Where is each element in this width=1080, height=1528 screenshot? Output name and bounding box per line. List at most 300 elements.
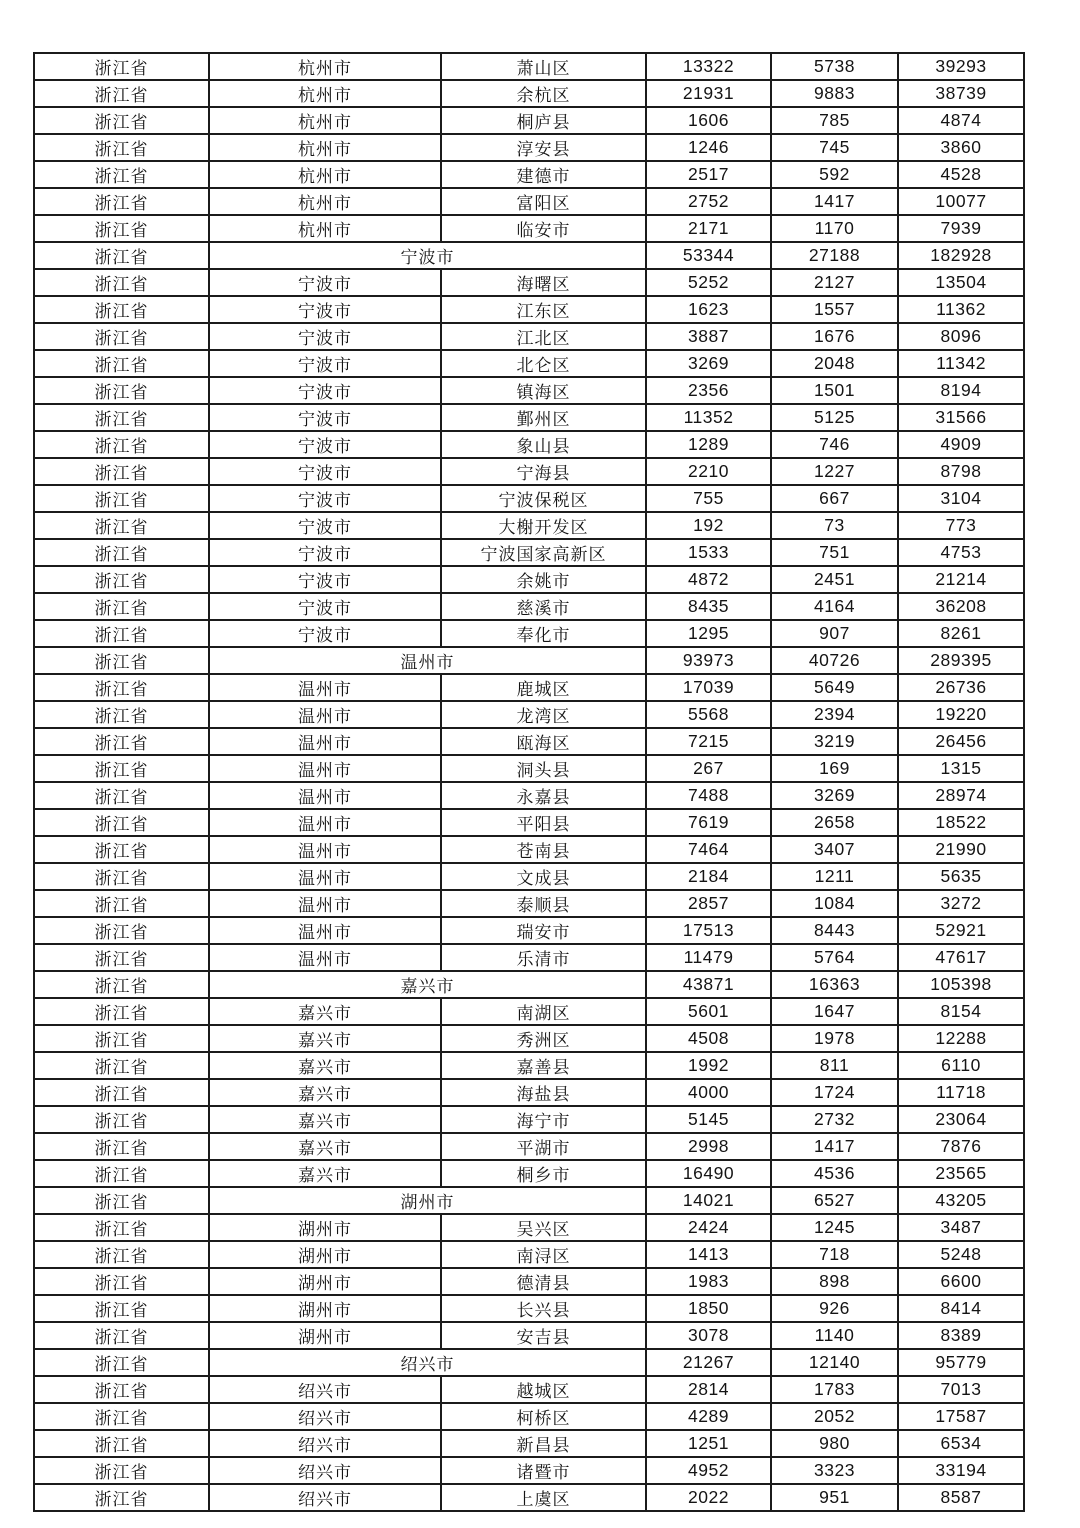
value-cell: 2658 (771, 809, 898, 836)
district-cell: 海盐县 (441, 1079, 646, 1106)
district-cell: 嘉善县 (441, 1052, 646, 1079)
table-row (34, 1268, 1024, 1295)
value-cell: 3269 (771, 782, 898, 809)
value-cell: 21990 (898, 836, 1024, 863)
value-cell: 1245 (771, 1214, 898, 1241)
value-cell: 38739 (898, 80, 1024, 107)
table-row (34, 539, 1024, 566)
value-cell: 1084 (771, 890, 898, 917)
city-cell: 温州市 (209, 755, 441, 782)
province-cell: 浙江省 (34, 404, 209, 431)
city-cell: 湖州市 (209, 1295, 441, 1322)
city-cell: 杭州市 (209, 53, 441, 80)
city-cell: 温州市 (209, 809, 441, 836)
value-cell: 1417 (771, 188, 898, 215)
table-row (34, 917, 1024, 944)
value-cell: 1783 (771, 1376, 898, 1403)
value-cell: 1295 (646, 620, 771, 647)
value-cell: 267 (646, 755, 771, 782)
city-total-cell: 宁波市 (209, 242, 646, 269)
value-cell: 2210 (646, 458, 771, 485)
city-cell: 宁波市 (209, 458, 441, 485)
value-cell: 11352 (646, 404, 771, 431)
province-cell: 浙江省 (34, 1133, 209, 1160)
table-row (34, 404, 1024, 431)
city-total-cell: 绍兴市 (209, 1349, 646, 1376)
district-cell: 平阳县 (441, 809, 646, 836)
city-cell: 绍兴市 (209, 1403, 441, 1430)
city-total-row (34, 1349, 1024, 1376)
province-cell: 浙江省 (34, 890, 209, 917)
city-cell: 温州市 (209, 890, 441, 917)
district-cell: 瑞安市 (441, 917, 646, 944)
value-cell: 23565 (898, 1160, 1024, 1187)
table-row (34, 1376, 1024, 1403)
city-cell: 湖州市 (209, 1241, 441, 1268)
city-total-row (34, 647, 1024, 674)
value-cell: 7939 (898, 215, 1024, 242)
table-row (34, 701, 1024, 728)
city-cell: 温州市 (209, 674, 441, 701)
value-cell: 7013 (898, 1376, 1024, 1403)
value-cell: 8414 (898, 1295, 1024, 1322)
province-cell: 浙江省 (34, 1349, 209, 1376)
city-cell: 绍兴市 (209, 1457, 441, 1484)
city-cell: 绍兴市 (209, 1376, 441, 1403)
province-cell: 浙江省 (34, 53, 209, 80)
district-cell: 柯桥区 (441, 1403, 646, 1430)
value-cell: 27188 (771, 242, 898, 269)
city-cell: 杭州市 (209, 107, 441, 134)
district-cell: 慈溪市 (441, 593, 646, 620)
district-cell: 镇海区 (441, 377, 646, 404)
value-cell: 8154 (898, 998, 1024, 1025)
city-cell: 宁波市 (209, 620, 441, 647)
value-cell: 1533 (646, 539, 771, 566)
district-cell: 宁海县 (441, 458, 646, 485)
value-cell: 6527 (771, 1187, 898, 1214)
table-row (34, 134, 1024, 161)
value-cell: 1647 (771, 998, 898, 1025)
value-cell: 40726 (771, 647, 898, 674)
value-cell: 17587 (898, 1403, 1024, 1430)
district-cell: 上虞区 (441, 1484, 646, 1511)
value-cell: 21931 (646, 80, 771, 107)
value-cell: 2171 (646, 215, 771, 242)
province-cell: 浙江省 (34, 485, 209, 512)
table-row (34, 377, 1024, 404)
value-cell: 1246 (646, 134, 771, 161)
value-cell: 4952 (646, 1457, 771, 1484)
city-cell: 宁波市 (209, 350, 441, 377)
city-cell: 宁波市 (209, 512, 441, 539)
province-cell: 浙江省 (34, 1376, 209, 1403)
value-cell: 4536 (771, 1160, 898, 1187)
province-cell: 浙江省 (34, 1187, 209, 1214)
value-cell: 7215 (646, 728, 771, 755)
value-cell: 5764 (771, 944, 898, 971)
district-cell: 安吉县 (441, 1322, 646, 1349)
value-cell: 773 (898, 512, 1024, 539)
city-cell: 嘉兴市 (209, 1079, 441, 1106)
value-cell: 8389 (898, 1322, 1024, 1349)
district-cell: 余杭区 (441, 80, 646, 107)
value-cell: 4289 (646, 1403, 771, 1430)
table-row (34, 1079, 1024, 1106)
value-cell: 3078 (646, 1322, 771, 1349)
value-cell: 592 (771, 161, 898, 188)
value-cell: 16363 (771, 971, 898, 998)
value-cell: 95779 (898, 1349, 1024, 1376)
value-cell: 2814 (646, 1376, 771, 1403)
value-cell: 1140 (771, 1322, 898, 1349)
province-cell: 浙江省 (34, 1025, 209, 1052)
value-cell: 33194 (898, 1457, 1024, 1484)
value-cell: 926 (771, 1295, 898, 1322)
city-cell: 嘉兴市 (209, 1160, 441, 1187)
province-cell: 浙江省 (34, 161, 209, 188)
city-cell: 温州市 (209, 944, 441, 971)
province-cell: 浙江省 (34, 674, 209, 701)
value-cell: 6110 (898, 1052, 1024, 1079)
district-cell: 瓯海区 (441, 728, 646, 755)
value-cell: 718 (771, 1241, 898, 1268)
city-cell: 杭州市 (209, 215, 441, 242)
district-cell: 奉化市 (441, 620, 646, 647)
city-cell: 宁波市 (209, 377, 441, 404)
table-row (34, 620, 1024, 647)
district-cell: 建德市 (441, 161, 646, 188)
table-row (34, 269, 1024, 296)
table-row (34, 1484, 1024, 1511)
district-cell: 泰顺县 (441, 890, 646, 917)
city-cell: 温州市 (209, 836, 441, 863)
value-cell: 7464 (646, 836, 771, 863)
value-cell: 53344 (646, 242, 771, 269)
value-cell: 5252 (646, 269, 771, 296)
province-cell: 浙江省 (34, 512, 209, 539)
city-cell: 宁波市 (209, 296, 441, 323)
value-cell: 2052 (771, 1403, 898, 1430)
value-cell: 12140 (771, 1349, 898, 1376)
province-cell: 浙江省 (34, 1484, 209, 1511)
value-cell: 1623 (646, 296, 771, 323)
value-cell: 12288 (898, 1025, 1024, 1052)
district-cell: 萧山区 (441, 53, 646, 80)
value-cell: 1170 (771, 215, 898, 242)
province-cell: 浙江省 (34, 782, 209, 809)
table-row (34, 998, 1024, 1025)
city-cell: 宁波市 (209, 269, 441, 296)
city-cell: 宁波市 (209, 566, 441, 593)
table-row (34, 890, 1024, 917)
value-cell: 43205 (898, 1187, 1024, 1214)
value-cell: 745 (771, 134, 898, 161)
table-row (34, 836, 1024, 863)
district-cell: 宁波保税区 (441, 485, 646, 512)
value-cell: 21267 (646, 1349, 771, 1376)
district-cell: 诸暨市 (441, 1457, 646, 1484)
district-cell: 江东区 (441, 296, 646, 323)
city-cell: 杭州市 (209, 80, 441, 107)
value-cell: 785 (771, 107, 898, 134)
province-cell: 浙江省 (34, 620, 209, 647)
city-cell: 宁波市 (209, 539, 441, 566)
value-cell: 14021 (646, 1187, 771, 1214)
value-cell: 898 (771, 1268, 898, 1295)
table-row (34, 944, 1024, 971)
city-cell: 温州市 (209, 701, 441, 728)
value-cell: 1501 (771, 377, 898, 404)
city-total-row (34, 1187, 1024, 1214)
city-cell: 温州市 (209, 863, 441, 890)
table-row (34, 1214, 1024, 1241)
table-row (34, 674, 1024, 701)
value-cell: 11718 (898, 1079, 1024, 1106)
province-cell: 浙江省 (34, 755, 209, 782)
district-cell: 长兴县 (441, 1295, 646, 1322)
region-data-table (33, 52, 1025, 1512)
province-cell: 浙江省 (34, 107, 209, 134)
province-cell: 浙江省 (34, 701, 209, 728)
value-cell: 2356 (646, 377, 771, 404)
value-cell: 1413 (646, 1241, 771, 1268)
value-cell: 3272 (898, 890, 1024, 917)
value-cell: 1211 (771, 863, 898, 890)
city-cell: 宁波市 (209, 593, 441, 620)
province-cell: 浙江省 (34, 1052, 209, 1079)
province-cell: 浙江省 (34, 215, 209, 242)
value-cell: 755 (646, 485, 771, 512)
value-cell: 6534 (898, 1430, 1024, 1457)
value-cell: 73 (771, 512, 898, 539)
district-cell: 江北区 (441, 323, 646, 350)
value-cell: 3323 (771, 1457, 898, 1484)
city-total-cell: 嘉兴市 (209, 971, 646, 998)
province-cell: 浙江省 (34, 971, 209, 998)
value-cell: 2998 (646, 1133, 771, 1160)
table-row (34, 1322, 1024, 1349)
value-cell: 3269 (646, 350, 771, 377)
district-cell: 南浔区 (441, 1241, 646, 1268)
value-cell: 3860 (898, 134, 1024, 161)
value-cell: 289395 (898, 647, 1024, 674)
value-cell: 1724 (771, 1079, 898, 1106)
value-cell: 8587 (898, 1484, 1024, 1511)
value-cell: 5125 (771, 404, 898, 431)
city-cell: 湖州市 (209, 1214, 441, 1241)
value-cell: 2048 (771, 350, 898, 377)
table-row (34, 80, 1024, 107)
table-body (34, 53, 1024, 1511)
value-cell: 13322 (646, 53, 771, 80)
province-cell: 浙江省 (34, 269, 209, 296)
district-cell: 象山县 (441, 431, 646, 458)
table-row (34, 1052, 1024, 1079)
province-cell: 浙江省 (34, 836, 209, 863)
district-cell: 新昌县 (441, 1430, 646, 1457)
city-cell: 嘉兴市 (209, 1133, 441, 1160)
city-cell: 杭州市 (209, 161, 441, 188)
district-cell: 海宁市 (441, 1106, 646, 1133)
city-cell: 绍兴市 (209, 1430, 441, 1457)
province-cell: 浙江省 (34, 539, 209, 566)
value-cell: 8443 (771, 917, 898, 944)
value-cell: 1850 (646, 1295, 771, 1322)
value-cell: 17513 (646, 917, 771, 944)
city-cell: 温州市 (209, 917, 441, 944)
value-cell: 2857 (646, 890, 771, 917)
value-cell: 2451 (771, 566, 898, 593)
district-cell: 苍南县 (441, 836, 646, 863)
city-cell: 嘉兴市 (209, 1106, 441, 1133)
value-cell: 1676 (771, 323, 898, 350)
district-cell: 桐乡市 (441, 1160, 646, 1187)
district-cell: 文成县 (441, 863, 646, 890)
value-cell: 2517 (646, 161, 771, 188)
value-cell: 1606 (646, 107, 771, 134)
value-cell: 1251 (646, 1430, 771, 1457)
value-cell: 2022 (646, 1484, 771, 1511)
value-cell: 47617 (898, 944, 1024, 971)
district-cell: 大榭开发区 (441, 512, 646, 539)
district-cell: 余姚市 (441, 566, 646, 593)
value-cell: 3487 (898, 1214, 1024, 1241)
value-cell: 105398 (898, 971, 1024, 998)
value-cell: 8435 (646, 593, 771, 620)
value-cell: 4909 (898, 431, 1024, 458)
district-cell: 乐清市 (441, 944, 646, 971)
province-cell: 浙江省 (34, 1403, 209, 1430)
value-cell: 2127 (771, 269, 898, 296)
district-cell: 淳安县 (441, 134, 646, 161)
value-cell: 3887 (646, 323, 771, 350)
value-cell: 1289 (646, 431, 771, 458)
province-cell: 浙江省 (34, 566, 209, 593)
value-cell: 10077 (898, 188, 1024, 215)
value-cell: 751 (771, 539, 898, 566)
table-row (34, 350, 1024, 377)
value-cell: 1983 (646, 1268, 771, 1295)
value-cell: 23064 (898, 1106, 1024, 1133)
value-cell: 52921 (898, 917, 1024, 944)
value-cell: 6600 (898, 1268, 1024, 1295)
value-cell: 5738 (771, 53, 898, 80)
province-cell: 浙江省 (34, 1106, 209, 1133)
value-cell: 746 (771, 431, 898, 458)
value-cell: 192 (646, 512, 771, 539)
province-cell: 浙江省 (34, 1079, 209, 1106)
value-cell: 169 (771, 755, 898, 782)
province-cell: 浙江省 (34, 917, 209, 944)
value-cell: 4753 (898, 539, 1024, 566)
value-cell: 1992 (646, 1052, 771, 1079)
value-cell: 5568 (646, 701, 771, 728)
value-cell: 7619 (646, 809, 771, 836)
province-cell: 浙江省 (34, 188, 209, 215)
value-cell: 2752 (646, 188, 771, 215)
province-cell: 浙江省 (34, 377, 209, 404)
value-cell: 907 (771, 620, 898, 647)
city-cell: 湖州市 (209, 1268, 441, 1295)
table-row (34, 53, 1024, 80)
city-cell: 宁波市 (209, 323, 441, 350)
table-row (34, 458, 1024, 485)
city-cell: 杭州市 (209, 188, 441, 215)
table-row (34, 863, 1024, 890)
table-row (34, 1295, 1024, 1322)
value-cell: 13504 (898, 269, 1024, 296)
district-cell: 洞头县 (441, 755, 646, 782)
city-cell: 绍兴市 (209, 1484, 441, 1511)
city-cell: 嘉兴市 (209, 1052, 441, 1079)
value-cell: 3219 (771, 728, 898, 755)
value-cell: 8798 (898, 458, 1024, 485)
province-cell: 浙江省 (34, 134, 209, 161)
value-cell: 182928 (898, 242, 1024, 269)
city-cell: 温州市 (209, 782, 441, 809)
value-cell: 4000 (646, 1079, 771, 1106)
table-row (34, 1457, 1024, 1484)
value-cell: 1227 (771, 458, 898, 485)
value-cell: 11342 (898, 350, 1024, 377)
value-cell: 4164 (771, 593, 898, 620)
value-cell: 5601 (646, 998, 771, 1025)
district-cell: 临安市 (441, 215, 646, 242)
table-row (34, 782, 1024, 809)
province-cell: 浙江省 (34, 431, 209, 458)
province-cell: 浙江省 (34, 1268, 209, 1295)
district-cell: 富阳区 (441, 188, 646, 215)
value-cell: 7876 (898, 1133, 1024, 1160)
district-cell: 秀洲区 (441, 1025, 646, 1052)
table-row (34, 755, 1024, 782)
value-cell: 31566 (898, 404, 1024, 431)
province-cell: 浙江省 (34, 1160, 209, 1187)
city-cell: 嘉兴市 (209, 998, 441, 1025)
province-cell: 浙江省 (34, 458, 209, 485)
table-row (34, 593, 1024, 620)
value-cell: 16490 (646, 1160, 771, 1187)
value-cell: 980 (771, 1430, 898, 1457)
value-cell: 7488 (646, 782, 771, 809)
value-cell: 5649 (771, 674, 898, 701)
value-cell: 4872 (646, 566, 771, 593)
province-cell: 浙江省 (34, 728, 209, 755)
table-row (34, 1133, 1024, 1160)
table-row (34, 566, 1024, 593)
value-cell: 26736 (898, 674, 1024, 701)
value-cell: 8261 (898, 620, 1024, 647)
table-row (34, 728, 1024, 755)
table-row (34, 161, 1024, 188)
value-cell: 11362 (898, 296, 1024, 323)
value-cell: 28974 (898, 782, 1024, 809)
province-cell: 浙江省 (34, 350, 209, 377)
district-cell: 德清县 (441, 1268, 646, 1295)
table-row (34, 323, 1024, 350)
province-cell: 浙江省 (34, 1322, 209, 1349)
value-cell: 93973 (646, 647, 771, 674)
value-cell: 21214 (898, 566, 1024, 593)
value-cell: 5635 (898, 863, 1024, 890)
value-cell: 39293 (898, 53, 1024, 80)
table-row (34, 809, 1024, 836)
province-cell: 浙江省 (34, 296, 209, 323)
value-cell: 5248 (898, 1241, 1024, 1268)
table-row (34, 1403, 1024, 1430)
table-row (34, 1025, 1024, 1052)
